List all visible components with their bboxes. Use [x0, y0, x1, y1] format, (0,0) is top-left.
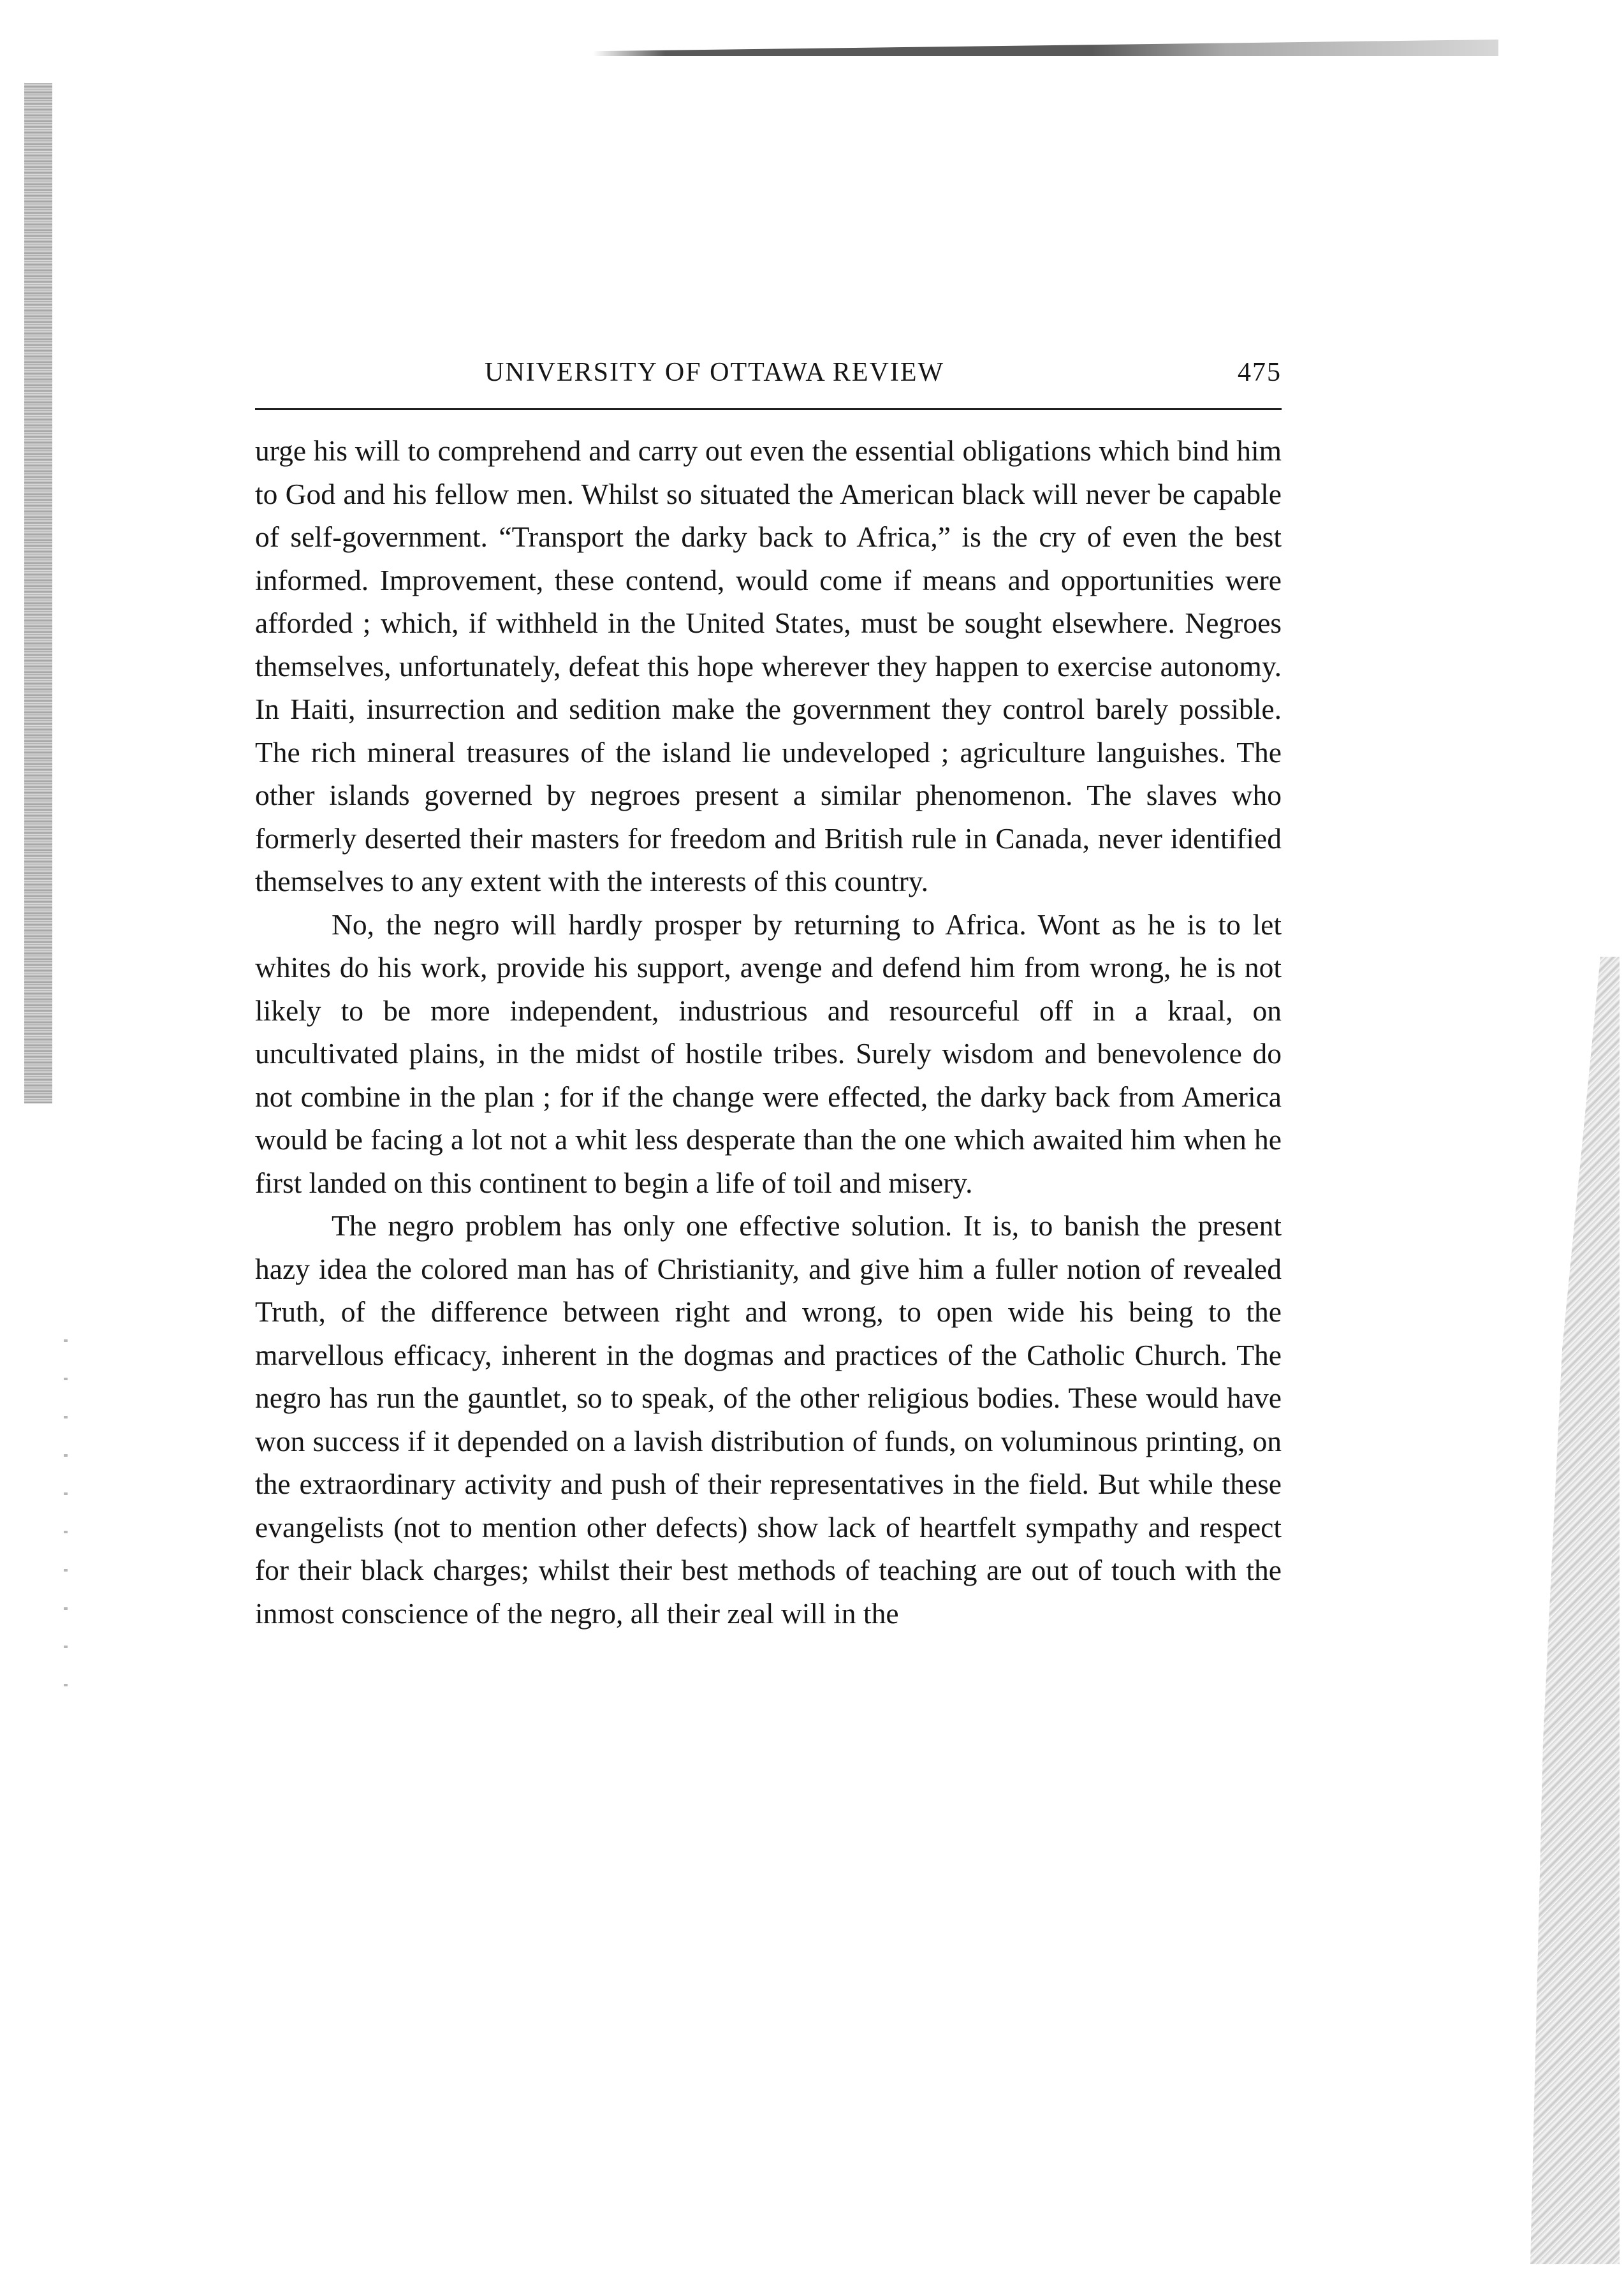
- scan-edge-shadow-right: [1492, 957, 1620, 2264]
- header-rule: [255, 408, 1282, 410]
- scan-margin-marks: [64, 1339, 68, 1722]
- running-header: [255, 357, 1282, 395]
- scan-edge-shadow-left: [24, 83, 52, 1103]
- scan-edge-shadow-top: [593, 40, 1498, 56]
- paragraph-effective-solution: The negro problem has only one effective solution. It is, to banish the present hazy idea the colored man has of Christianity, and give him a fuller notion of revealed Truth, of the difference between right and wrong, to open wide his being to the marvellous efficacy, inherent in the dogmas and practices of the Catholic Church. The negro has run the gauntlet, so to speak, of the other religious bodies. These would have won success if it depended on a lavish distribution of funds, on voluminous printing, on the extraordinary activity and push of their representatives in the field. But while these evangelists (not to mention other defects) show lack of heartfelt sympathy and respect for their black charges; whilst their best methods of teaching are out of touch with the inmost conscience of the negro, all their zeal will in the: [255, 1209, 1282, 1630]
- paragraph-return-to-africa: No, the negro will hardly prosper by returning to Africa. Wont as he is to let whites do his work, provide his support, avenge and defend him from wrong, he is not likely to be more independent, industrious and resourceful off in a kraal, on uncultivated plains, in the midst of hostile tribes. Surely wisdom and benevolence do not combine in the plan ; for if the change were effected, the darky back from America would be facing a lot not a whit less desperate than the one which awaited him when he first landed on this continent to begin a life of toil and misery.: [255, 908, 1282, 1199]
- paragraph-continued: urge his will to comprehend and carry out even the essential obligations which bind him to God and his fellow men. Whilst so situated the American black will never be capable of self-government. “Transport the darky back to Africa,” is the cry of even the best informed. Improvement, these contend, would come if means and opportunities were afforded ; which, if withheld in the United States, must be sought elsewhere. Negroes themselves, unfortunately, defeat this hope wherever they happen to exercise autonomy. In Haiti, insurrection and sedition make the government they control barely possible. The rich mineral treasures of the island lie undeveloped ; agriculture languishes. The other islands governed by negroes present a similar phenomenon. The slaves who formerly deserted their masters for freedom and British rule in Canada, never identified themselves to any extent with the interests of this country.: [255, 434, 1282, 897]
- page-number: 475: [1238, 358, 1282, 387]
- document-page: [255, 357, 1282, 1635]
- body-text: [255, 429, 1282, 1635]
- journal-title: UNIVERSITY OF OTTAWA REVIEW: [485, 358, 945, 387]
